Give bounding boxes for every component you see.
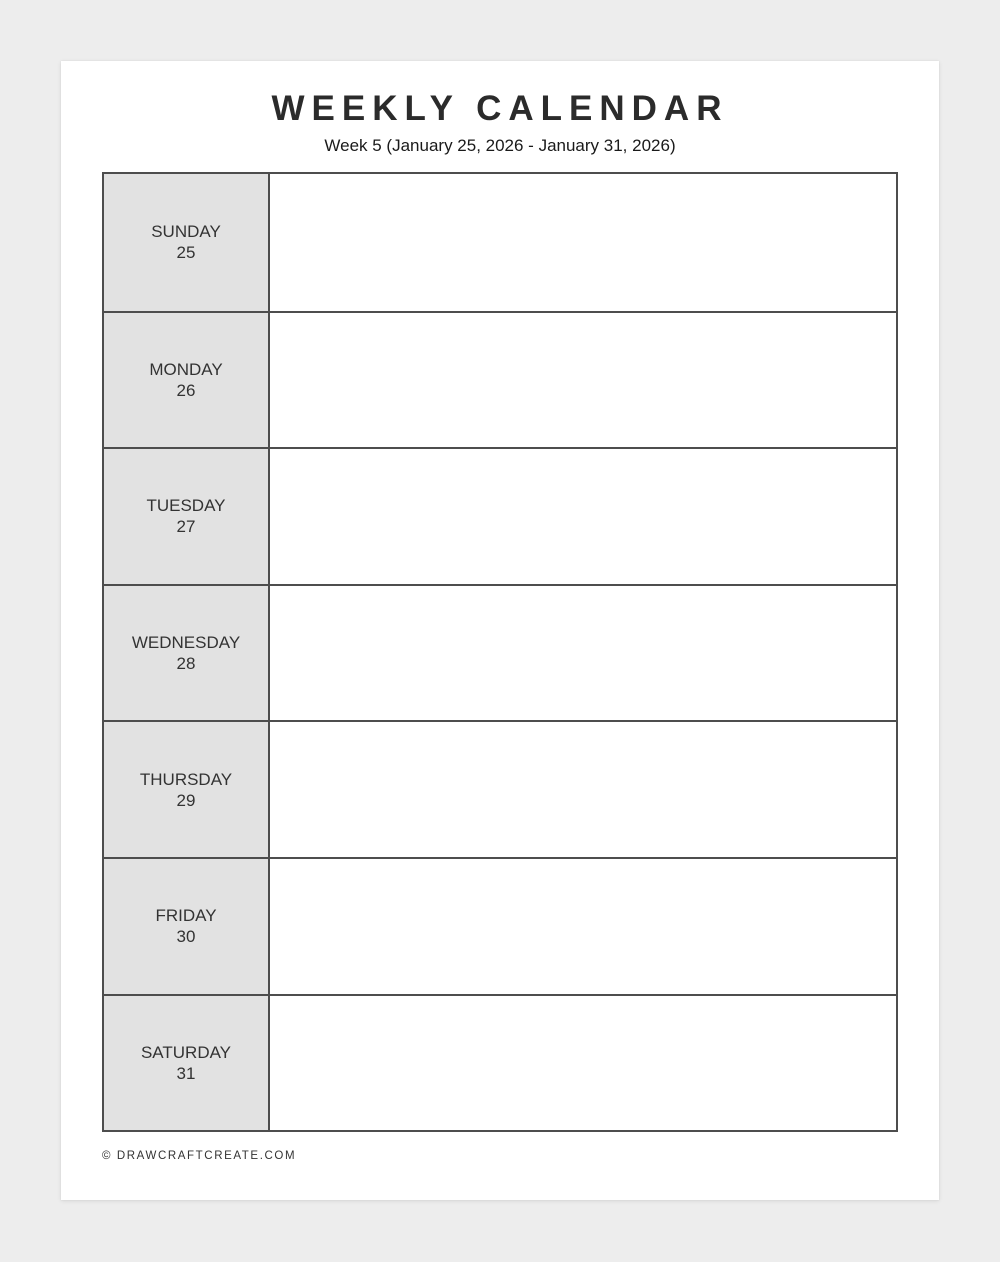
day-date: 28 [176, 654, 196, 674]
day-date: 30 [176, 927, 196, 947]
week-subtitle: Week 5 (January 25, 2026 - January 31, 2026) [324, 136, 676, 155]
day-date: 25 [176, 243, 196, 263]
day-row [104, 994, 896, 1131]
day-name: SATURDAY [140, 1042, 232, 1062]
day-notes-cell [270, 722, 896, 857]
week-table [102, 172, 898, 1132]
day-notes-cell [270, 174, 896, 311]
day-label-cell [104, 449, 270, 584]
day-date: 27 [176, 517, 196, 537]
day-date: 26 [176, 380, 196, 400]
day-row [104, 720, 896, 857]
day-name: FRIDAY [155, 906, 217, 926]
day-notes-cell [270, 586, 896, 721]
footer-credit: © DRAWCRAFTCREATE.COM [102, 1150, 297, 1163]
day-name: TUESDAY [146, 496, 226, 516]
day-label-cell [104, 313, 270, 448]
day-notes-cell [270, 313, 896, 448]
day-notes-cell [270, 859, 896, 994]
day-label-cell [104, 586, 270, 721]
day-name: WEDNESDAY [131, 633, 241, 653]
day-notes-cell [270, 996, 896, 1131]
day-label-cell [104, 722, 270, 857]
day-date: 31 [176, 1063, 196, 1083]
day-row [104, 174, 896, 311]
day-row [104, 447, 896, 584]
day-row [104, 311, 896, 448]
day-label-cell [104, 174, 270, 311]
page-title: WEEKLY CALENDAR [271, 89, 729, 128]
day-date: 29 [176, 790, 196, 810]
day-label-cell [104, 996, 270, 1131]
day-name: THURSDAY [139, 769, 233, 789]
day-row [104, 857, 896, 994]
day-name: SUNDAY [151, 222, 221, 242]
day-notes-cell [270, 449, 896, 584]
day-row [104, 584, 896, 721]
calendar-page [61, 61, 939, 1200]
day-name: MONDAY [149, 359, 223, 379]
day-label-cell [104, 859, 270, 994]
